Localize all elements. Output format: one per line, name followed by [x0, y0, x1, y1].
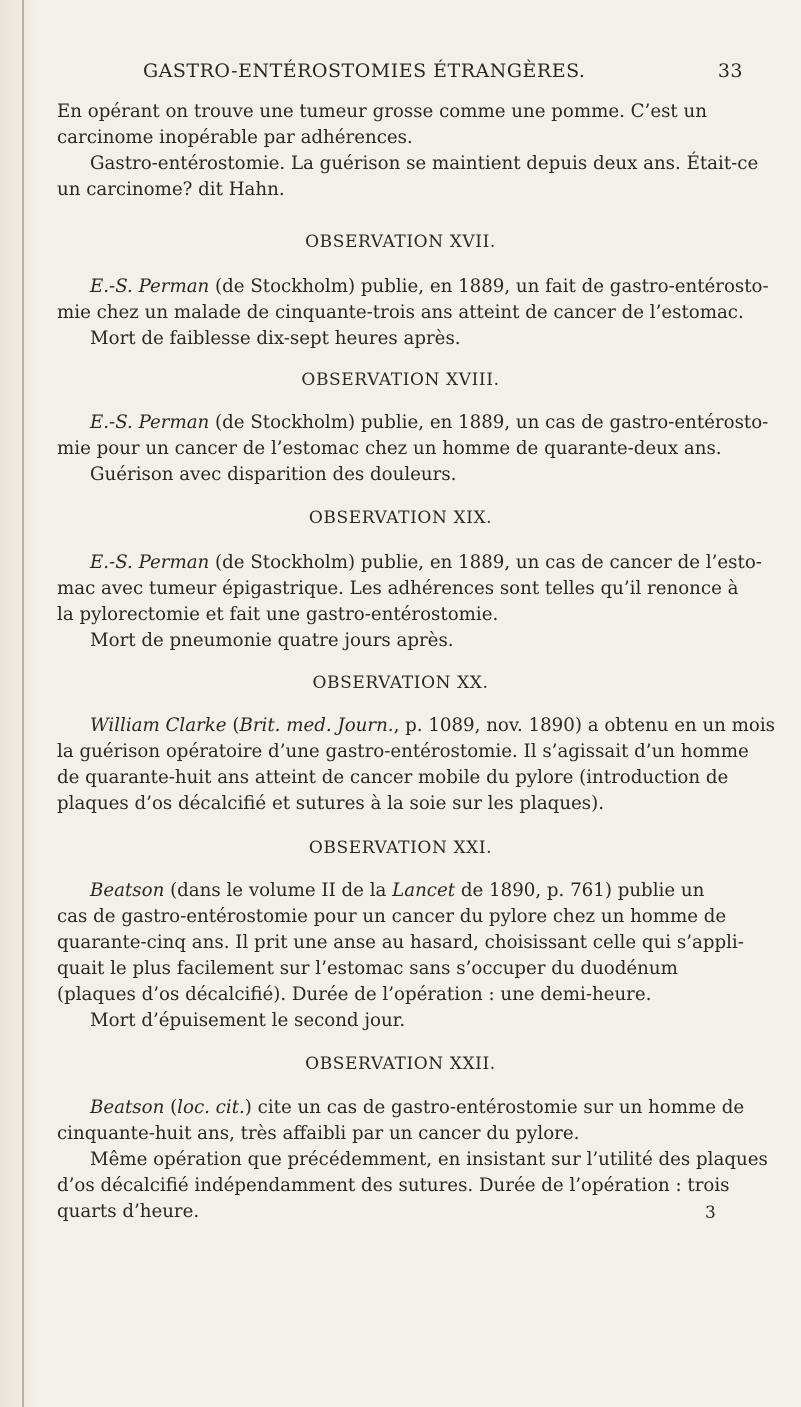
author-name: E.-S. Perman	[90, 412, 210, 433]
text-line: cinquante-huit ans, très affaibli par un cancer du pylore.	[57, 1123, 580, 1144]
observation-title: OBSERVATION XX.	[312, 673, 489, 693]
page-gutter	[0, 0, 40, 1407]
journal-name: Lancet	[392, 880, 456, 901]
observation-paragraph: E.-S. Perman (de Stockholm) publie, en 1889, un cas de gastro-entérosto- mie pour un cancer de l’estomac chez un homme de quarante-deux ans. Guérison avec disparition des douleurs.	[57, 410, 747, 488]
observation-title: OBSERVATION XXII.	[305, 1054, 496, 1074]
text-line: Mort d’épuisement le second jour.	[90, 1010, 406, 1031]
text-line: d’os décalcifié indépendamment des sutures. Durée de l’opération : trois	[57, 1175, 730, 1196]
observation-paragraph: E.-S. Perman (de Stockholm) publie, en 1889, un cas de cancer de l’esto- mac avec tumeur épigastrique. Les adhérences sont telles qu’il renonce à la pylorectomie et fait une gastro-entérostomie. Mort de pneumonie quatre jours après.	[57, 550, 747, 654]
intro-paragraph	[57, 99, 759, 203]
reference: loc. cit.	[177, 1097, 245, 1118]
journal-name: Brit. med. Journ.	[239, 715, 394, 736]
observation-paragraph: E.-S. Perman (de Stockholm) publie, en 1889, un fait de gastro-entérosto- mie chez un malade de cinquante-trois ans atteint de cancer de l’estomac. Mort de faiblesse dix-sept heures après.	[57, 274, 747, 352]
text-line: carcinome inopérable par adhérences.	[57, 127, 413, 148]
observation-title: OBSERVATION XIX.	[308, 508, 493, 528]
observation-title: OBSERVATION XVIII.	[301, 370, 500, 390]
text-line: de quarante-huit ans atteint de cancer mobile du pylore (introduction de	[57, 767, 729, 788]
author-name: E.-S. Perman	[90, 276, 210, 297]
running-title: GASTRO-ENTÉROSTOMIES ÉTRANGÈRES.	[143, 60, 586, 82]
text-line: mie pour un cancer de l’estomac chez un homme de quarante-deux ans.	[57, 438, 722, 459]
text-line: Mort de faiblesse dix-sept heures après.	[90, 328, 461, 349]
text-line: (plaques d’os décalcifié). Durée de l’opération : une demi-heure.	[57, 984, 652, 1005]
author-name: Beatson	[90, 1097, 165, 1118]
author-name: E.-S. Perman	[90, 552, 210, 573]
text-line: Guérison avec disparition des douleurs.	[90, 464, 457, 485]
observation-paragraph: Beatson (loc. cit.) cite un cas de gastro-entérostomie sur un homme de cinquante-huit ans, très affaibli par un cancer du pylore. Même opération que précédemment, en insistant sur l’utilité des plaques d’os décalcifié indépendamment des sutures. Durée de l’opération : trois quarts d’heure.	[57, 1095, 747, 1225]
text-line: Mort de pneumonie quatre jours après.	[90, 630, 454, 651]
text-line: mie chez un malade de cinquante-trois ans atteint de cancer de l’estomac.	[57, 302, 744, 323]
text-line: la pylorectomie et fait une gastro-entérostomie.	[57, 604, 499, 625]
author-name: Beatson	[90, 880, 165, 901]
observation-title: OBSERVATION XVII.	[305, 232, 496, 252]
text-line: En opérant on trouve une tumeur grosse comme une pomme. C’est un	[57, 101, 707, 122]
text-line: Même opération que précédemment, en insistant sur l’utilité des plaques	[90, 1149, 768, 1170]
text-line: quait le plus facilement sur l’estomac sans s’occuper du duodénum	[57, 958, 678, 979]
author-name: William Clarke	[90, 715, 227, 736]
observation-paragraph: William Clarke (Brit. med. Journ., p. 1089, nov. 1890) a obtenu en un mois la guérison opératoire d’une gastro-entérostomie. Il s’agissait d’un homme de quarante-huit ans atteint de cancer mobile du pylore (introduction de plaques d’os décalcifié et sutures à la soie sur les plaques).	[57, 713, 747, 817]
observation-title: OBSERVATION XXI.	[308, 838, 493, 858]
text-line: plaques d’os décalcifié et sutures à la soie sur les plaques).	[57, 793, 605, 814]
observation-paragraph: Beatson (dans le volume II de la Lancet de 1890, p. 761) publie un cas de gastro-entérostomie pour un cancer du pylore chez un homme de quarante-cinq ans. Il prit une anse au hasard, choisissant celle qui s’appli- quait le plus facilement sur l’estomac sans s’occuper du duodénum (plaques d’os décalcifié). Durée de l’opération : une demi-heure. Mort d’épuisement le second jour.	[57, 878, 747, 1034]
text-line: Gastro-entérostomie. La guérison se maintient depuis deux ans. Était-ce	[90, 153, 759, 174]
page-number: 33	[717, 60, 743, 82]
signature-mark: 3	[705, 1203, 716, 1223]
binding-edge	[22, 0, 24, 1407]
text-line: un carcinome? dit Hahn.	[57, 179, 285, 200]
text-line: cas de gastro-entérostomie pour un cancer du pylore chez un homme de	[57, 906, 727, 927]
text-line: mac avec tumeur épigastrique. Les adhérences sont telles qu’il renonce à	[57, 578, 739, 599]
text-line: la guérison opératoire d’une gastro-entérostomie. Il s’agissait d’un homme	[57, 741, 749, 762]
text-line: quarante-cinq ans. Il prit une anse au hasard, choisissant celle qui s’appli-	[57, 932, 744, 953]
text-line: quarts d’heure.	[57, 1201, 200, 1222]
